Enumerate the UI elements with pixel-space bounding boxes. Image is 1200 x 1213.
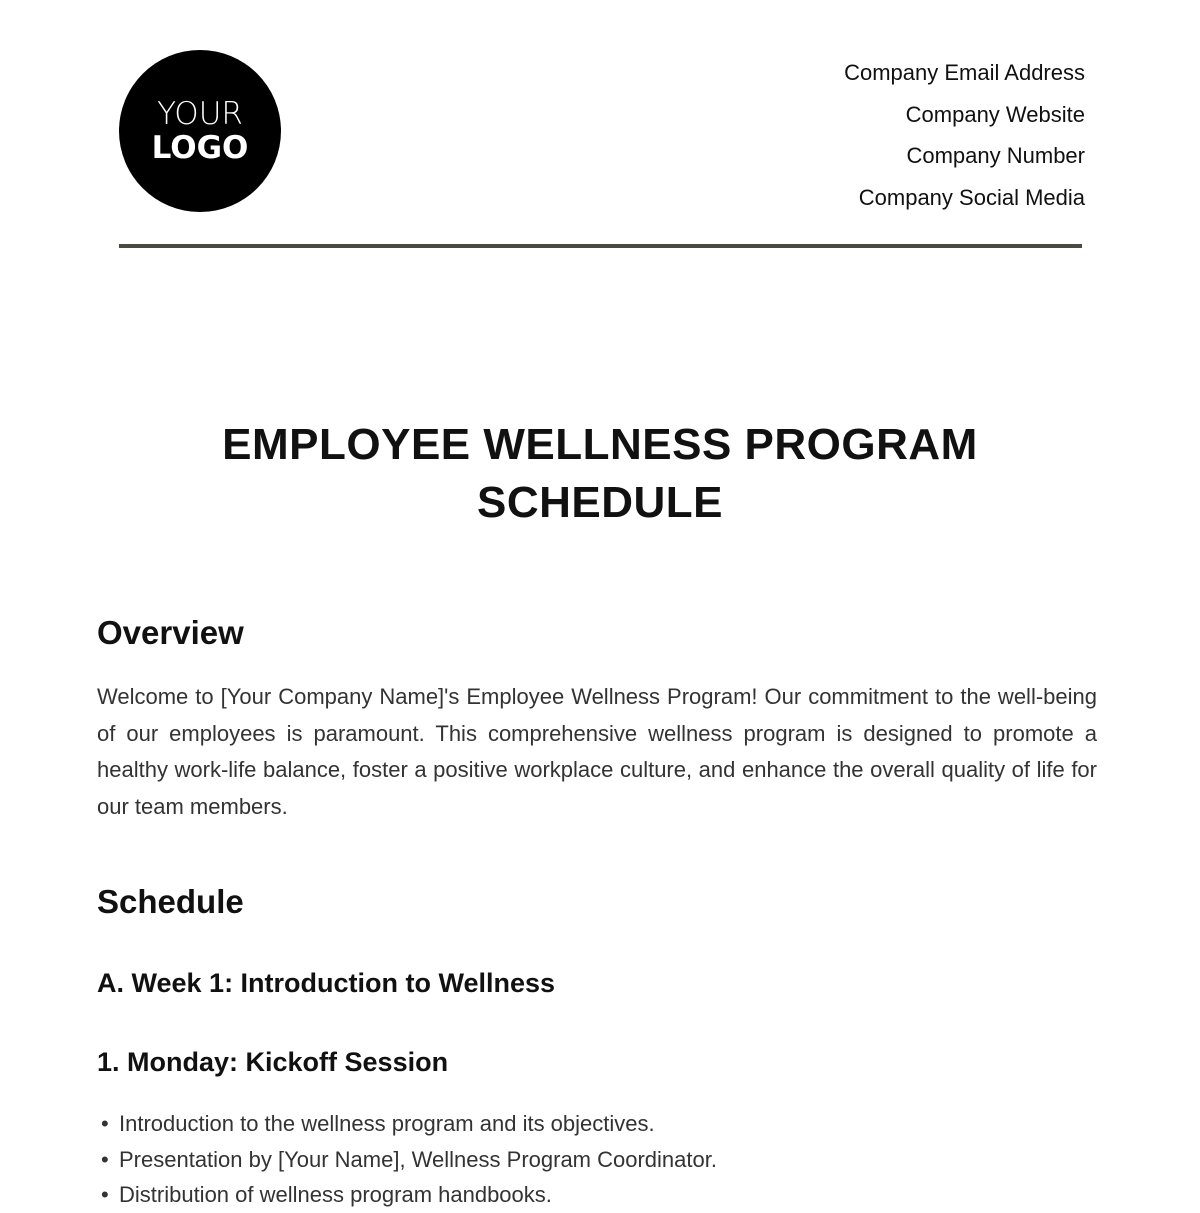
document-title-line1: EMPLOYEE WELLNESS PROGRAM [222,420,978,469]
company-social-media: Company Social Media [858,184,1085,210]
company-contact-block [844,52,1085,218]
company-email: Company Email Address [844,60,1085,85]
list-item-text: Distribution of wellness program handbooks. [119,1182,552,1207]
company-number: Company Number [906,143,1085,168]
bullet-icon: • [101,1182,109,1207]
list-item-text: Presentation by [Your Name], Wellness Program Coordinator. [119,1146,717,1172]
week-1-heading: A. Week 1: Introduction to Wellness [97,968,556,998]
logo-text-top: YOUR [157,96,243,132]
bullet-icon: • [101,1111,109,1136]
document-title-line2: SCHEDULE [476,478,724,527]
logo-text-bottom: LOGO [151,130,249,166]
list-item [97,1177,717,1213]
schedule-heading: Schedule [97,883,244,920]
company-website: Company Website [905,101,1085,127]
list-item [97,1142,717,1178]
overview-paragraph: Welcome to [Your Company Name]'s Employee Wellness Program! Our commitment to the well-being of our employees is paramount. This comprehensive wellness program is designed to promote a healthy work-life balance, foster a positive workplace culture, and enhance the overall quality of life for our team members. [97,684,1097,819]
overview-heading: Overview [97,614,244,651]
document-title [0,416,1200,532]
bullet-icon: • [101,1146,109,1172]
company-logo [119,50,281,212]
list-item [97,1106,717,1142]
monday-heading: 1. Monday: Kickoff Session [97,1047,449,1077]
monday-activity-list [97,1106,717,1213]
header-divider [119,244,1082,248]
list-item-text: Introduction to the wellness program and its objectives. [119,1111,655,1136]
